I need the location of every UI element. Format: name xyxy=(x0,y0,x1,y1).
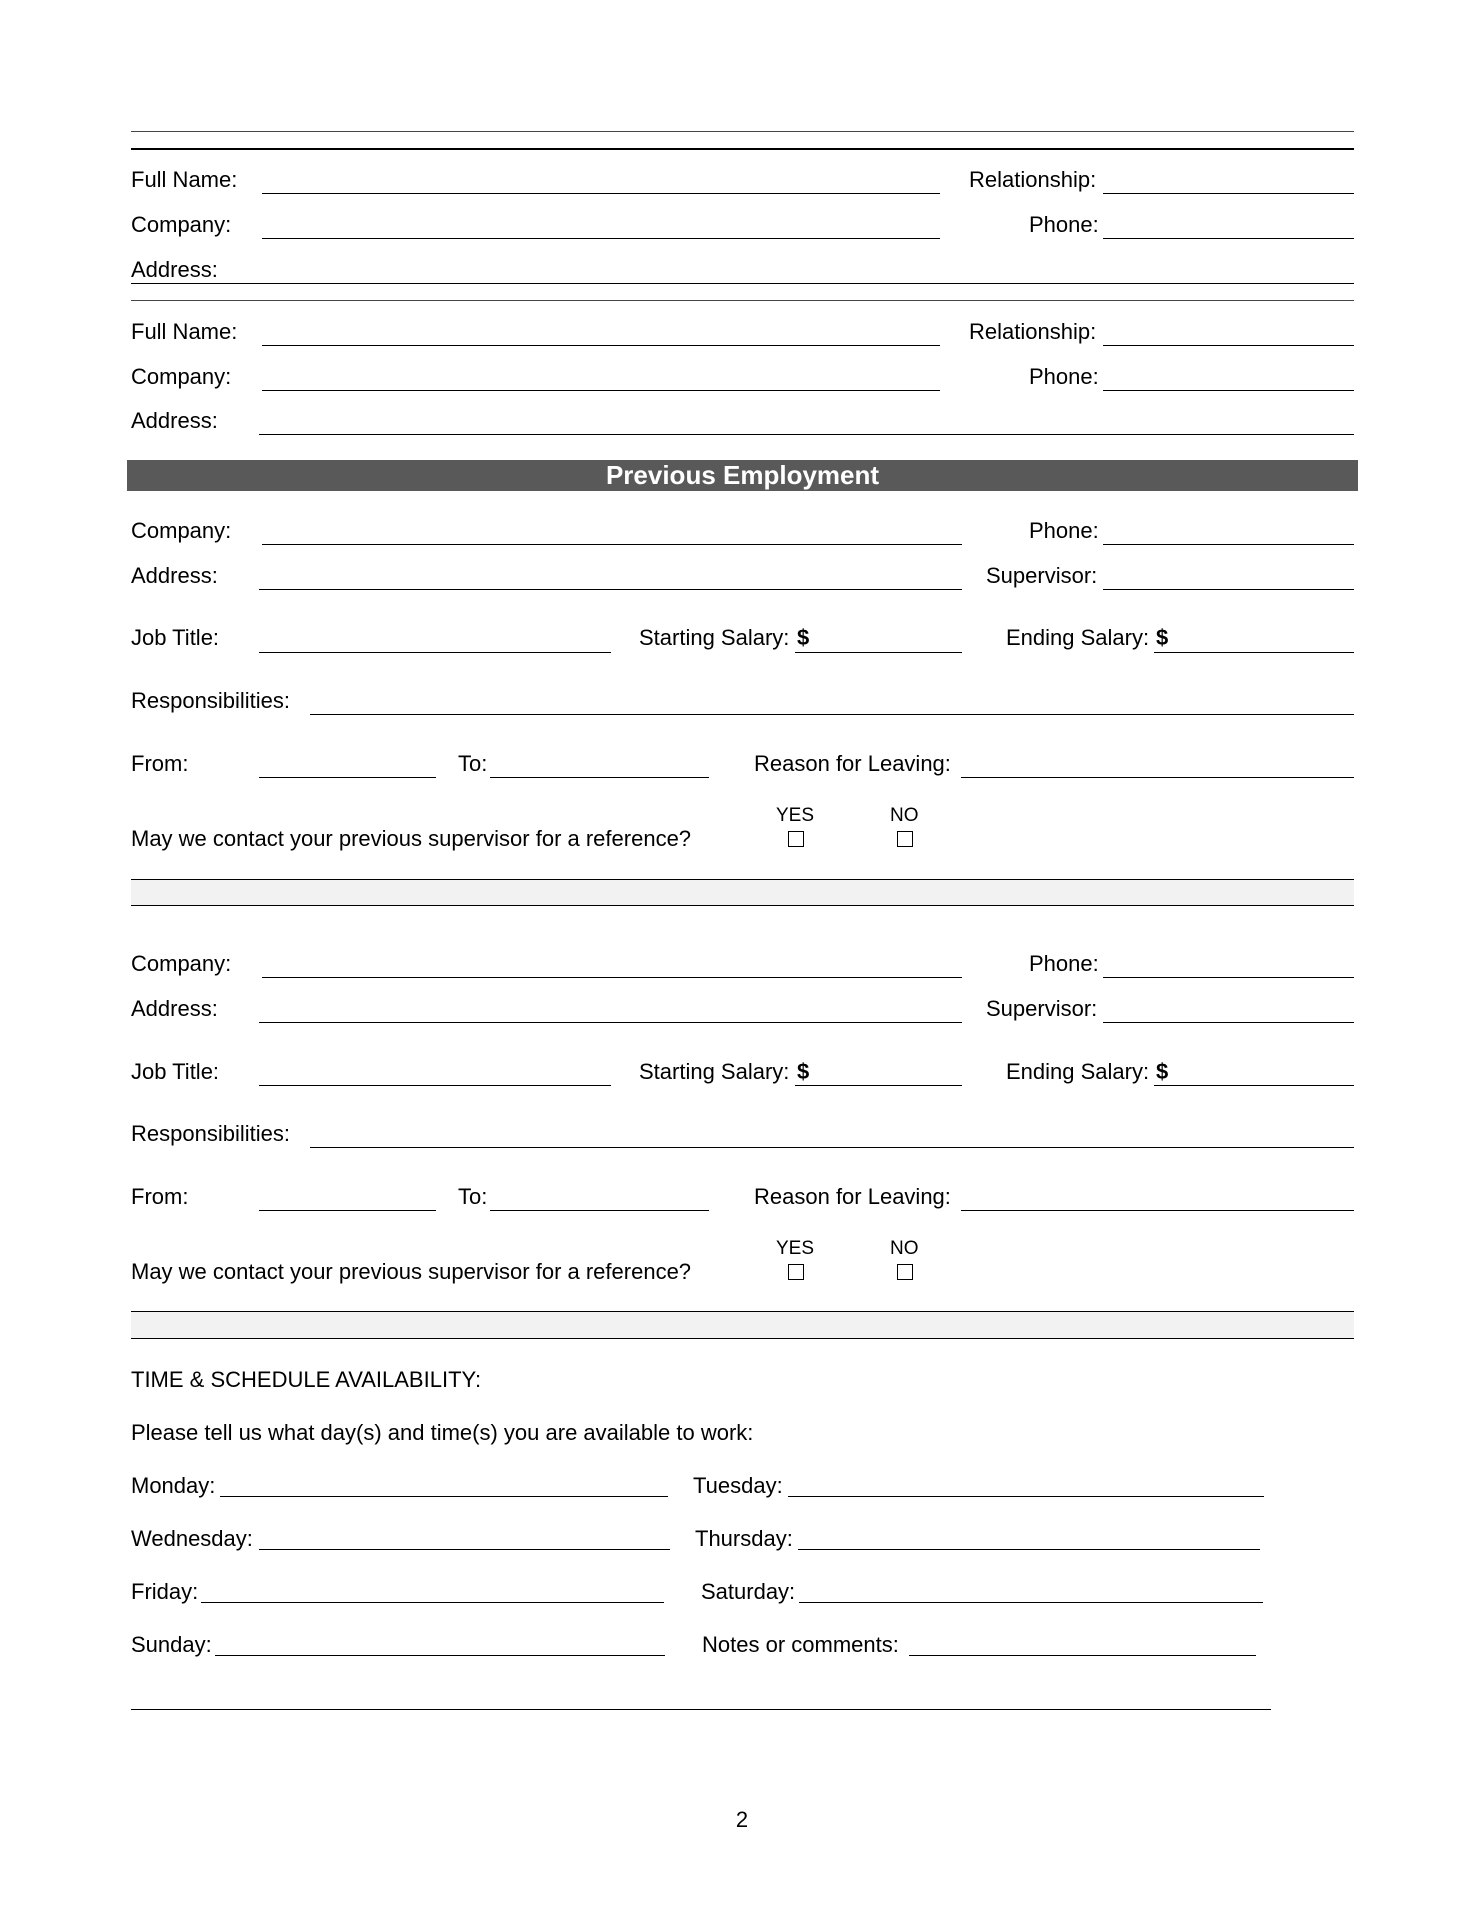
sunday-label: Sunday: xyxy=(131,1632,212,1657)
emp2-starting-salary-field[interactable] xyxy=(795,1085,962,1086)
emp1-starting-salary-currency: $ xyxy=(797,625,810,650)
ref2-relationship-field[interactable] xyxy=(1103,345,1354,346)
emp2-responsibilities-label: Responsibilities: xyxy=(131,1121,290,1146)
emp1-address-label: Address: xyxy=(131,563,218,588)
emp1-company-label: Company: xyxy=(131,518,232,543)
notes-field[interactable] xyxy=(909,1655,1256,1656)
emp2-from-label: From: xyxy=(131,1184,189,1209)
emp1-contact-question: May we contact your previous supervisor for a reference? xyxy=(131,826,692,851)
emp2-address-label: Address: xyxy=(131,996,218,1021)
emp1-company-field[interactable] xyxy=(262,544,962,545)
emp1-no-checkbox[interactable] xyxy=(897,831,913,847)
ref2-company-label: Company: xyxy=(131,364,232,389)
emp2-job-title-label: Job Title: xyxy=(131,1059,220,1084)
emp2-address-field[interactable] xyxy=(259,1022,962,1023)
emp1-phone-label: Phone: xyxy=(1029,518,1099,543)
emp1-reason-label: Reason for Leaving: xyxy=(754,751,951,776)
emp1-phone-field[interactable] xyxy=(1103,544,1354,545)
emp1-from-field[interactable] xyxy=(259,777,436,778)
emp2-company-label: Company: xyxy=(131,951,232,976)
ref2-address-field[interactable] xyxy=(259,434,1354,435)
emp2-separator-band xyxy=(131,1311,1354,1339)
monday-field[interactable] xyxy=(220,1496,668,1497)
emp1-responsibilities-label: Responsibilities: xyxy=(131,688,290,713)
emp1-address-field[interactable] xyxy=(259,589,962,590)
emp2-no-label: NO xyxy=(890,1238,919,1259)
emp1-starting-salary-field[interactable] xyxy=(795,652,962,653)
emp2-to-field[interactable] xyxy=(490,1210,709,1211)
emp2-supervisor-field[interactable] xyxy=(1103,1022,1354,1023)
emp2-company-field[interactable] xyxy=(262,977,962,978)
emp2-from-field[interactable] xyxy=(259,1210,436,1211)
thursday-field[interactable] xyxy=(798,1549,1260,1550)
ref1-full-name-field[interactable] xyxy=(262,193,940,194)
ref1-relationship-label: Relationship: xyxy=(969,167,1097,192)
ref2-company-field[interactable] xyxy=(262,390,940,391)
notes-continuation-field[interactable] xyxy=(131,1709,1271,1710)
ref2-relationship-label: Relationship: xyxy=(969,319,1097,344)
top-rule-thick xyxy=(131,148,1354,150)
wednesday-field[interactable] xyxy=(259,1549,670,1550)
emp2-job-title-field[interactable] xyxy=(259,1085,611,1086)
ref1-relationship-field[interactable] xyxy=(1103,193,1354,194)
ref1-phone-field[interactable] xyxy=(1103,238,1354,239)
friday-field[interactable] xyxy=(201,1602,664,1603)
notes-label: Notes or comments: xyxy=(702,1632,899,1657)
availability-heading: TIME & SCHEDULE AVAILABILITY: xyxy=(131,1367,482,1392)
ref1-full-name-label: Full Name: xyxy=(131,167,238,192)
saturday-label: Saturday: xyxy=(701,1579,796,1604)
emp2-ending-salary-field[interactable] xyxy=(1154,1085,1354,1086)
ref1-company-field[interactable] xyxy=(262,238,940,239)
previous-employment-header: Previous Employment xyxy=(127,460,1358,491)
ref2-phone-label: Phone: xyxy=(1029,364,1099,389)
tuesday-field[interactable] xyxy=(788,1496,1264,1497)
emp2-contact-question: May we contact your previous supervisor for a reference? xyxy=(131,1259,692,1284)
emp1-ending-salary-currency: $ xyxy=(1156,625,1169,650)
emp2-phone-field[interactable] xyxy=(1103,977,1354,978)
emp2-ending-salary-label: Ending Salary: xyxy=(1006,1059,1150,1084)
emp1-no-label: NO xyxy=(890,805,919,826)
top-rule xyxy=(131,131,1354,132)
emp2-to-label: To: xyxy=(458,1184,488,1209)
emp1-yes-label: YES xyxy=(776,805,815,826)
ref1-phone-label: Phone: xyxy=(1029,212,1099,237)
emp1-reason-field[interactable] xyxy=(961,777,1354,778)
emp1-supervisor-field[interactable] xyxy=(1103,589,1354,590)
ref1-company-label: Company: xyxy=(131,212,232,237)
emp2-responsibilities-field[interactable] xyxy=(310,1147,1354,1148)
emp1-supervisor-label: Supervisor: xyxy=(986,563,1098,588)
friday-label: Friday: xyxy=(131,1579,199,1604)
tuesday-label: Tuesday: xyxy=(693,1473,783,1498)
emp2-reason-label: Reason for Leaving: xyxy=(754,1184,951,1209)
emp1-to-label: To: xyxy=(458,751,488,776)
emp2-reason-field[interactable] xyxy=(961,1210,1354,1211)
wednesday-label: Wednesday: xyxy=(131,1526,253,1551)
emp2-yes-checkbox[interactable] xyxy=(788,1264,804,1280)
emp1-job-title-label: Job Title: xyxy=(131,625,220,650)
page-number: 2 xyxy=(735,1807,749,1832)
monday-label: Monday: xyxy=(131,1473,216,1498)
ref1-address-label: Address: xyxy=(131,257,218,282)
ref2-phone-field[interactable] xyxy=(1103,390,1354,391)
ref2-address-label: Address: xyxy=(131,408,218,433)
emp1-ending-salary-label: Ending Salary: xyxy=(1006,625,1150,650)
emp1-job-title-field[interactable] xyxy=(259,652,611,653)
emp1-from-label: From: xyxy=(131,751,189,776)
emp2-phone-label: Phone: xyxy=(1029,951,1099,976)
ref-separator xyxy=(131,300,1354,301)
saturday-field[interactable] xyxy=(799,1602,1263,1603)
emp1-yes-checkbox[interactable] xyxy=(788,831,804,847)
emp2-starting-salary-label: Starting Salary: xyxy=(639,1059,790,1084)
emp2-supervisor-label: Supervisor: xyxy=(986,996,1098,1021)
emp1-to-field[interactable] xyxy=(490,777,709,778)
emp1-starting-salary-label: Starting Salary: xyxy=(639,625,790,650)
thursday-label: Thursday: xyxy=(695,1526,793,1551)
availability-prompt: Please tell us what day(s) and time(s) you are available to work: xyxy=(131,1420,754,1445)
sunday-field[interactable] xyxy=(215,1655,665,1656)
ref2-full-name-label: Full Name: xyxy=(131,319,238,344)
emp2-starting-salary-currency: $ xyxy=(797,1059,810,1084)
ref1-address-field[interactable] xyxy=(131,283,1354,284)
emp1-responsibilities-field[interactable] xyxy=(310,714,1354,715)
ref2-full-name-field[interactable] xyxy=(262,345,940,346)
emp2-yes-label: YES xyxy=(776,1238,815,1259)
emp2-ending-salary-currency: $ xyxy=(1156,1059,1169,1084)
emp2-no-checkbox[interactable] xyxy=(897,1264,913,1280)
emp1-separator-band xyxy=(131,879,1354,906)
emp1-ending-salary-field[interactable] xyxy=(1154,652,1354,653)
